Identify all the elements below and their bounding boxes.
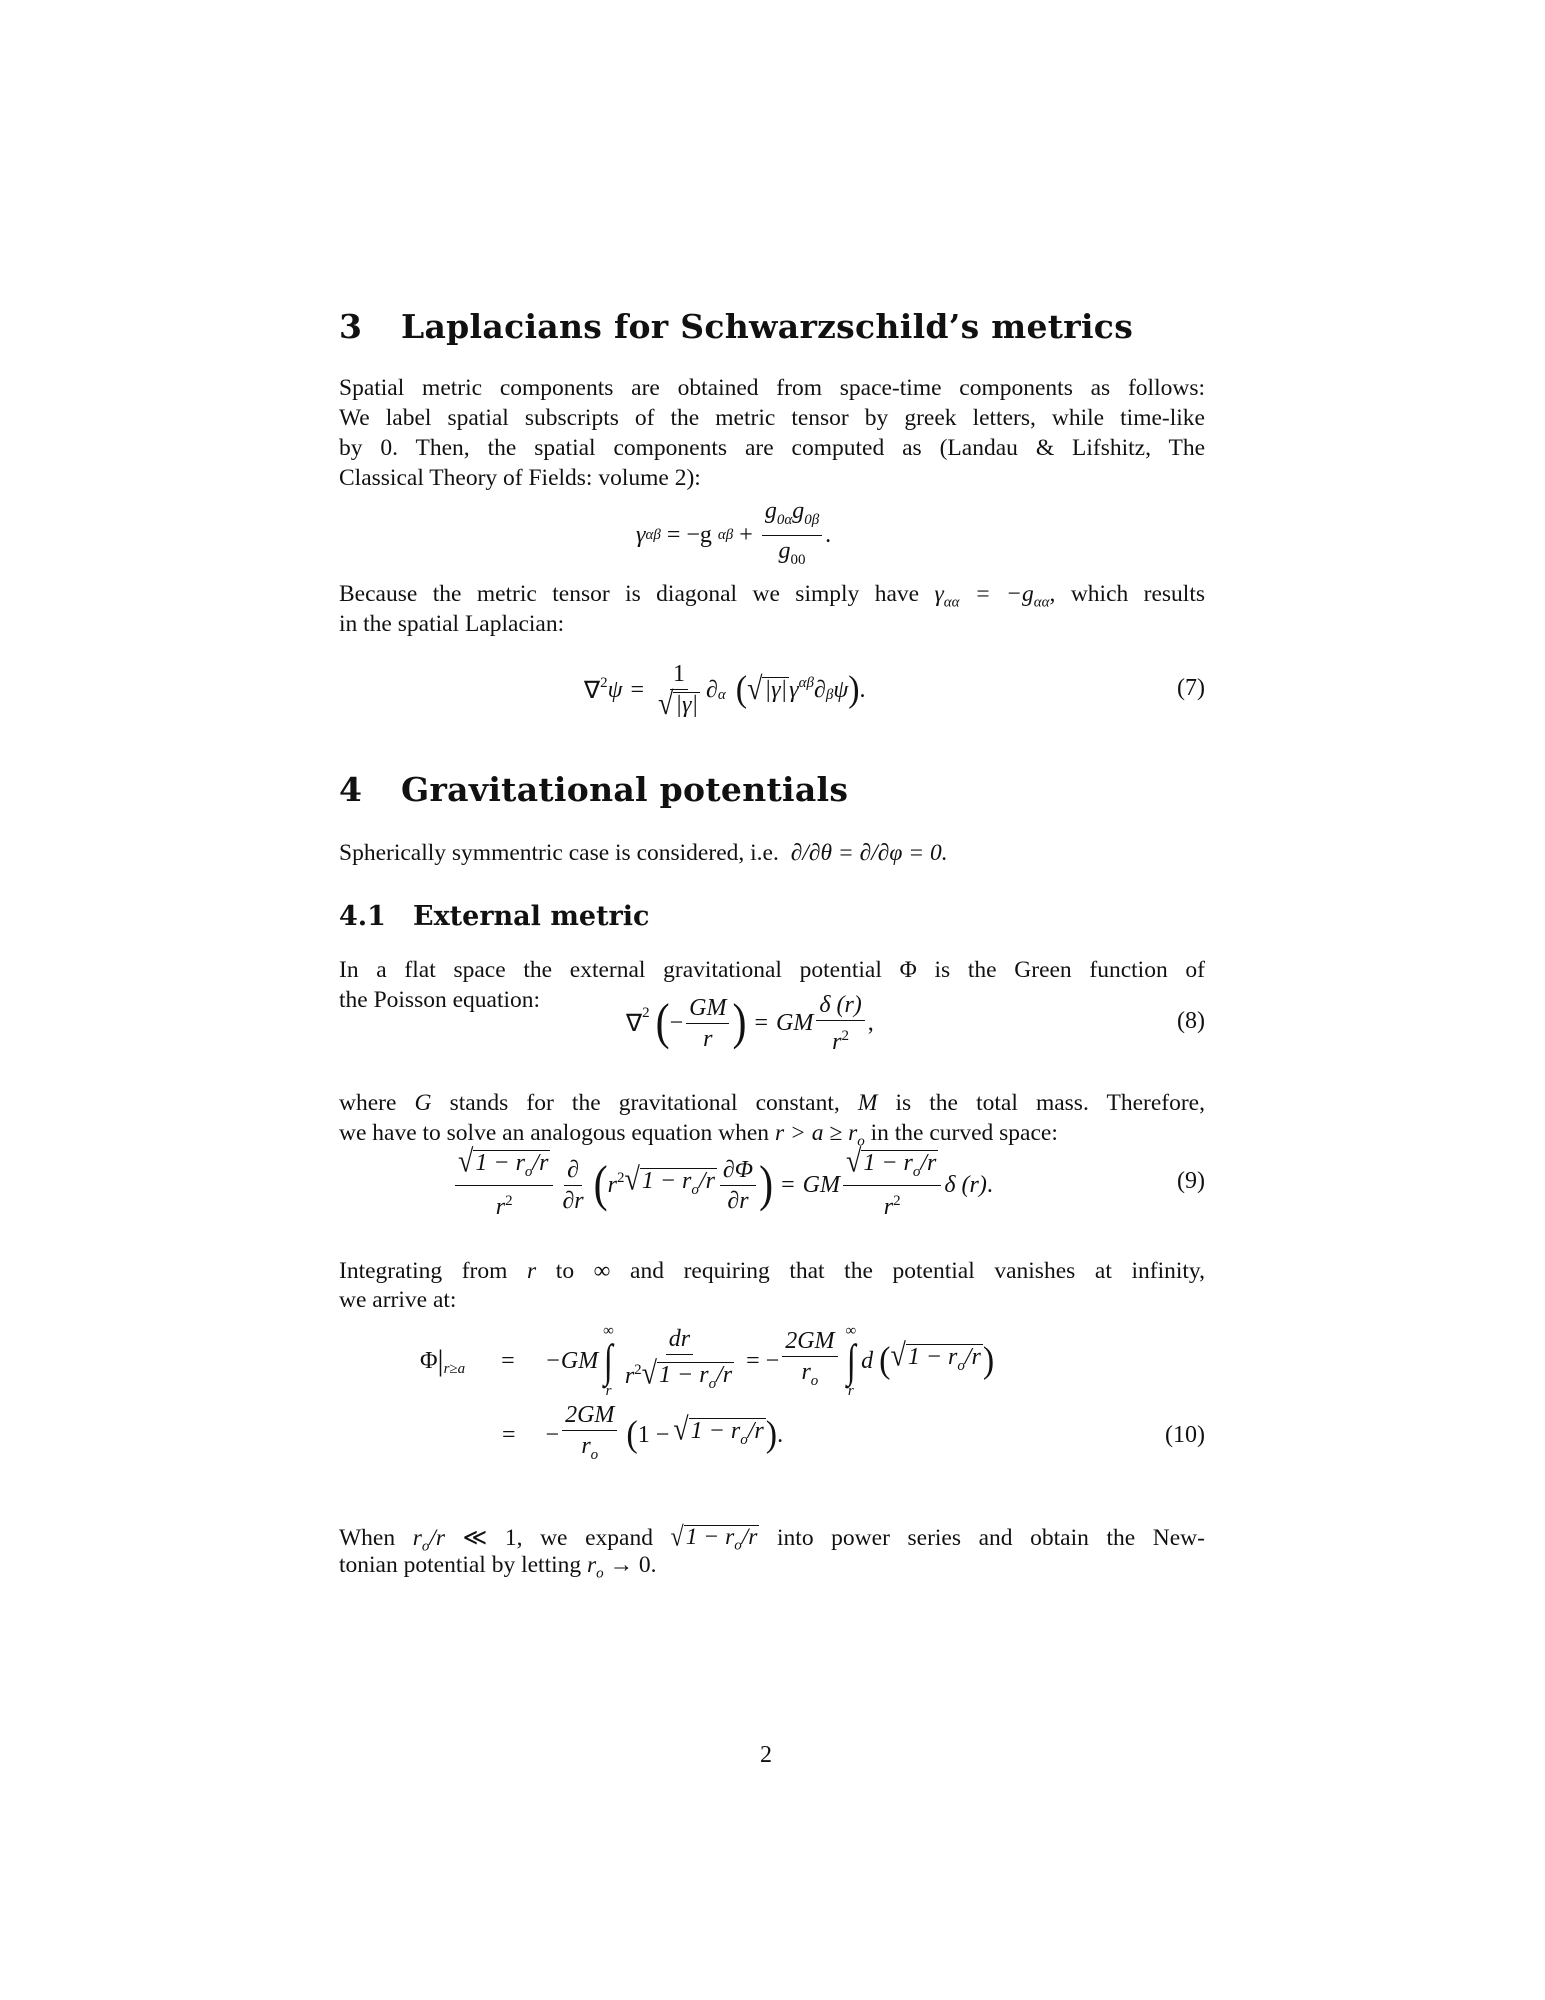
math-inline: ∂/∂θ = ∂/∂φ = 0. <box>790 840 948 866</box>
text: Because the metric tensor is diagonal we simply have <box>339 581 920 607</box>
paragraph-line <box>339 1088 1205 1118</box>
math-superscript: αβ <box>798 674 814 691</box>
math-symbol: d <box>861 1347 874 1374</box>
math-subscript: αβ <box>717 526 734 543</box>
math-subscript: 0α <box>776 511 793 528</box>
text: ≪ 1, we expand <box>445 1525 671 1551</box>
math-symbol: GM <box>775 1009 814 1036</box>
math-symbol: . <box>986 1171 993 1198</box>
math-superscript: 2 <box>634 1362 642 1379</box>
math-symbol: − <box>545 1421 560 1448</box>
fraction <box>720 1157 756 1214</box>
radicand: 1 − r <box>659 1362 709 1389</box>
text: Integrating from <box>339 1258 528 1284</box>
paragraph-line: we arrive at: <box>339 1287 457 1313</box>
paragraph-line <box>339 838 1205 868</box>
radicand: |γ| <box>675 692 699 718</box>
equation-8-poisson: ∇ $^2$ ( − $\frac{GM}{r}$ ) = GM $\frac{\delta (r)}{r^2}$ , <box>626 991 874 1055</box>
math-symbol: /r <box>429 1525 446 1551</box>
section-3-heading <box>339 307 1133 347</box>
paragraph-line: Classical Theory of Fields: volume 2): <box>339 465 701 491</box>
fraction <box>655 661 703 723</box>
radicand: 1 − r <box>641 1168 692 1195</box>
equation-number: (10) <box>1165 1422 1205 1448</box>
math-symbol: ∇ <box>584 677 601 704</box>
fraction <box>782 1328 837 1394</box>
math-superscript: 2 <box>642 1004 650 1021</box>
integral: ∞ ∫ r <box>845 1323 857 1399</box>
math-subscript: β <box>825 686 834 703</box>
math-symbol: ∇ <box>626 1010 643 1037</box>
text: When <box>339 1525 413 1551</box>
math-symbol: = <box>630 676 645 703</box>
math-superscript: 2 <box>893 1193 901 1210</box>
math-subscript: α <box>717 686 726 703</box>
radicand: /r <box>698 1168 715 1195</box>
numerator: GM <box>686 995 729 1024</box>
sqrt: √ $1 - r_o/r$ <box>846 1150 938 1184</box>
radicand: 1 − r <box>690 1418 741 1445</box>
math-symbol: g <box>778 537 791 564</box>
math-symbol: r <box>624 1363 635 1390</box>
math-superscript: 2 <box>505 1193 513 1210</box>
math-symbol: r <box>587 1552 597 1578</box>
text: where <box>339 1090 415 1116</box>
math-subscript: o <box>590 1446 599 1463</box>
math-symbol: γ <box>789 676 799 703</box>
math-subscript: o <box>957 1357 965 1374</box>
math-symbol: r <box>495 1194 506 1221</box>
text: into power series and obtain the New- <box>759 1525 1205 1551</box>
math-symbol: = <box>501 1347 515 1374</box>
section-title: Laplacians for Schwarzschild’s metrics <box>401 307 1134 346</box>
numerator: ∂Φ <box>720 1157 756 1186</box>
section-number: 3 <box>339 307 363 346</box>
math-symbol: M <box>857 1090 878 1116</box>
sqrt: √ $1 - r_o/r$ <box>458 1150 550 1184</box>
sqrt: √ |γ| <box>747 671 788 708</box>
math-symbol: ∂ <box>706 676 718 703</box>
math-symbol: = −g <box>959 581 1034 607</box>
math-subscript: o <box>734 1537 742 1554</box>
text: we have to solve an analogous equation when <box>339 1120 775 1146</box>
equation-number: (8) <box>1177 1008 1205 1034</box>
equation-10-line-1: Φ | $_{r\ge a}$ = −GM ∞ ∫ r dr $r^2$ √ $1 - r_o/r$ = − $\frac{2GM}{r_o}$ ∞ ∫ r d ( √ $1 - r_o/r$ ) <box>420 1323 995 1399</box>
text: → 0. <box>603 1552 657 1578</box>
text: to ∞ and requiring that the potential vanishes at infinity, <box>536 1258 1205 1284</box>
math-symbol: = <box>502 1421 516 1448</box>
upper-limit: ∞ <box>603 1323 614 1339</box>
upper-limit: ∞ <box>845 1323 857 1339</box>
math-symbol: − <box>765 1347 780 1374</box>
math-symbol: . <box>825 521 832 548</box>
math-symbol: + <box>739 521 753 548</box>
math-subscript: o <box>857 1133 865 1150</box>
paragraph-line: We label spatial subscripts of the metric tensor by greek letters, while time-like <box>339 405 1205 431</box>
denominator: r <box>703 1025 713 1052</box>
radicand: /r <box>716 1362 733 1389</box>
math-subscript: o <box>691 1181 699 1198</box>
math-subscript: 00 <box>790 551 806 568</box>
fraction <box>562 1402 617 1468</box>
radicand: /r <box>747 1418 764 1445</box>
math-symbol: GM <box>802 1171 840 1198</box>
math-symbol: = <box>781 1171 795 1198</box>
text: Spherically symmentric case is considered, i.e. <box>339 840 779 866</box>
radicand: 1 − r <box>685 1524 735 1550</box>
sqrt: √ $1 - r_o/r$ <box>624 1168 716 1202</box>
math-subscript: o <box>708 1375 717 1392</box>
math-subscript: αα <box>1033 594 1050 611</box>
paragraph-line: In a flat space the external gravitational potential Φ is the Green function of <box>339 957 1205 983</box>
fraction <box>686 995 729 1052</box>
radicand: |γ| <box>764 677 788 703</box>
numerator: 2GM <box>782 1328 837 1357</box>
text: in the curved space: <box>864 1120 1058 1146</box>
sqrt: √ $1 - r_o/r$ <box>671 1525 760 1557</box>
equation-number: (7) <box>1177 675 1205 701</box>
math-subscript: αα <box>943 594 960 611</box>
paragraph-line: by 0. Then, the spatial components are computed as (Landau & Lifshitz, The <box>339 435 1205 461</box>
section-title: Gravitational potentials <box>401 770 849 809</box>
math-subscript: r≥a <box>443 1360 466 1377</box>
numerator: dr <box>666 1326 693 1355</box>
math-superscript: 2 <box>600 674 608 691</box>
lower-limit: r <box>605 1383 612 1399</box>
math-subscript: o <box>596 1565 604 1582</box>
math-symbol: = −g <box>666 521 712 548</box>
subsection-title: External metric <box>413 901 650 932</box>
fraction <box>843 1143 941 1221</box>
math-superscript: 2 <box>841 1027 849 1044</box>
radicand: /r <box>532 1149 549 1176</box>
numerator: ∂ <box>564 1157 582 1186</box>
equation-10-line-2: = − $\frac{2GM}{r_o}$ ( 1 − √ $1 - r_o/r$ ) . <box>502 1402 783 1468</box>
math-subscript: o <box>810 1372 819 1389</box>
numerator: 2GM <box>562 1402 617 1431</box>
fraction <box>816 992 864 1055</box>
math-symbol: = <box>746 1347 760 1374</box>
subsection-number: 4.1 <box>339 901 386 932</box>
math-symbol: r <box>883 1194 894 1221</box>
page-number: 2 <box>760 1742 772 1768</box>
math-symbol: ψ <box>607 676 623 703</box>
radicand: /r <box>964 1344 981 1371</box>
numerator: δ (r) <box>816 992 864 1021</box>
text: stands for the gravitational constant, <box>431 1090 858 1116</box>
math-symbol: r <box>801 1359 811 1386</box>
subsection-4-1-heading <box>339 900 649 934</box>
math-inline: r > a ≥ r <box>774 1120 858 1146</box>
math-subscript: o <box>740 1431 748 1448</box>
denominator: ∂r <box>727 1187 749 1214</box>
math-symbol: r <box>832 1028 842 1055</box>
fraction <box>622 1326 737 1396</box>
denominator: ∂r <box>562 1187 584 1214</box>
math-symbol: ψ <box>833 676 849 703</box>
math-superscript: 2 <box>616 1169 625 1186</box>
paragraph-line: the Poisson equation: <box>339 987 541 1013</box>
fraction <box>762 498 822 573</box>
math-symbol: ∂ <box>813 676 826 703</box>
math-symbol: r <box>527 1258 537 1284</box>
math-subscript: o <box>421 1538 430 1555</box>
math-symbol: G <box>414 1090 432 1116</box>
lower-limit: r <box>847 1383 854 1399</box>
math-symbol: r <box>412 1525 422 1551</box>
equation-spatial-metric <box>636 497 832 568</box>
fraction <box>455 1143 553 1221</box>
equation-7-laplacian: ∇ $^2$ ψ = 1 √ |γ| ∂ $_\alpha$ ( √ |γ| γ $^{\alpha\beta}$ ∂ $_\beta$ ψ ) . <box>584 661 866 723</box>
sqrt: √ $1 - r_o/r$ <box>890 1344 982 1378</box>
math-symbol: r <box>607 1171 617 1198</box>
math-symbol: , <box>867 1009 874 1036</box>
fraction <box>559 1157 586 1214</box>
text: , which results <box>1049 581 1206 607</box>
math-subscript: o <box>524 1163 533 1180</box>
math-symbol: g <box>792 497 805 524</box>
math-symbol: γ <box>636 521 646 548</box>
section-4-heading <box>339 770 848 810</box>
radicand: /r <box>920 1149 937 1176</box>
paragraph-line: Spatial metric components are obtained from space-time components as follows: <box>339 375 1205 401</box>
text: tonian potential by letting <box>339 1552 588 1578</box>
math-symbol: . <box>777 1421 784 1448</box>
math-symbol: g <box>764 497 777 524</box>
math-symbol: Φ <box>420 1347 438 1374</box>
paragraph-line: in the spatial Laplacian: <box>339 611 565 637</box>
math-subscript: o <box>912 1163 921 1180</box>
math-symbol: −GM <box>544 1347 599 1374</box>
math-symbol: 1 − <box>637 1421 670 1448</box>
numerator: 1 <box>670 661 688 690</box>
text: is the total mass. Therefore, <box>877 1090 1205 1116</box>
math-symbol: r <box>581 1433 591 1460</box>
paragraph-line <box>339 1550 1205 1589</box>
radicand: 1 − r <box>907 1344 958 1371</box>
math-symbol: γ <box>934 581 944 607</box>
equation-9-curved-poisson: √ $1 - r_o/r$ $r^2$ $\frac{\partial}{\partial r}$ ( r $^2$ √ $1 - r_o/r$ $\frac{\partial\Phi}{\partial r}$ ) = GM √ $1 - r_o/r$ $r^2$ δ (r) . <box>452 1150 993 1220</box>
math-subscript: 0β <box>804 511 820 528</box>
sqrt: √ $1 - r_o/r$ <box>673 1418 765 1452</box>
radicand: 1 − r <box>863 1149 913 1176</box>
radicand: /r <box>741 1524 758 1550</box>
section-number: 4 <box>339 770 363 809</box>
math-symbol: δ (r) <box>944 1171 987 1198</box>
math-symbol: − <box>669 1009 684 1036</box>
paragraph-line <box>339 1256 1205 1286</box>
integral: ∞ ∫ r <box>603 1323 614 1399</box>
math-symbol: . <box>859 676 866 703</box>
sqrt: √ |γ| <box>658 686 699 723</box>
math-symbol: = <box>754 1009 768 1036</box>
radicand: 1 − r <box>475 1149 525 1176</box>
math-subscript: αβ <box>645 526 661 543</box>
equation-number: (9) <box>1177 1168 1205 1194</box>
sqrt: √ $1 - r_o/r$ <box>642 1362 734 1396</box>
